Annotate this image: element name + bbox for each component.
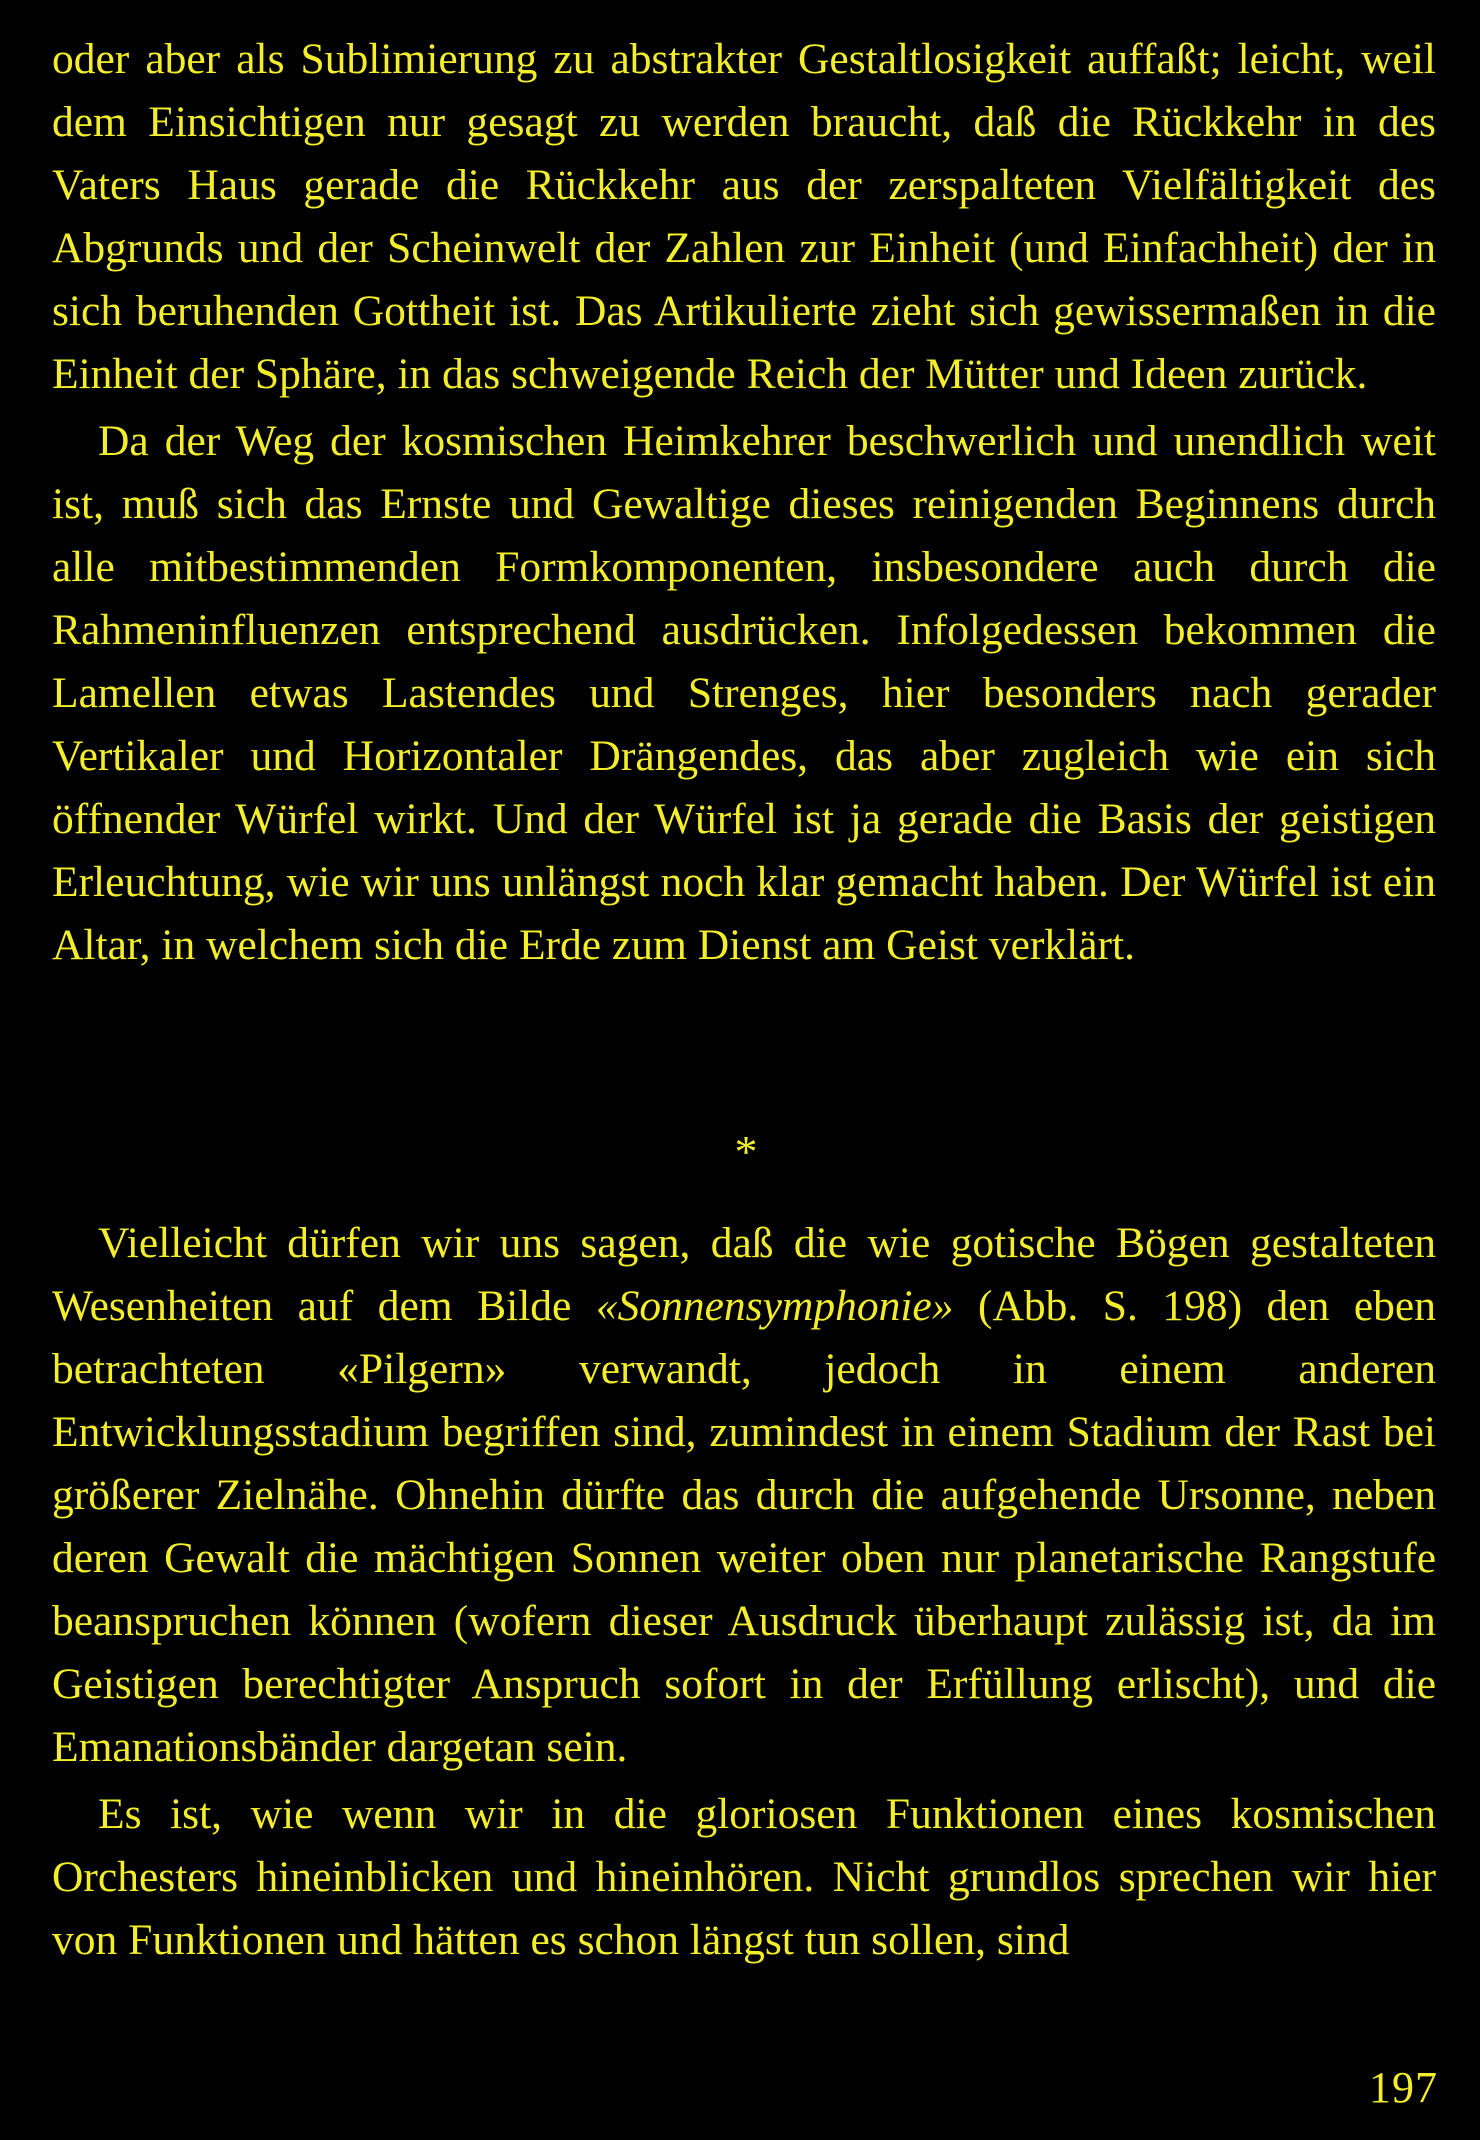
- page-number: 197: [1369, 2063, 1438, 2112]
- section-divider: [0, 1122, 1480, 1182]
- paragraph-2: Da der Weg der kosmischen Heimkehrer beschwerlich und unendlich weit ist, muß sich das Ernste und Gewaltige dieses reinigenden Beginnens durch alle mitbestimmenden Formkomponenten, insbesondere auch durch die Rahmeninfluenzen entsprechend ausdrücken. Infolgedessen bekommen die Lamellen etwas Lastendes und Strenges, hier besonders nach gerader Vertikaler und Horizontaler Drängendes, das aber zugleich wie ein sich öffnender Würfel wirkt. Und der Würfel ist ja gerade die Basis der geistigen Erleuchtung, wie wir uns unlängst noch klar gemacht haben. Der Würfel ist ein Altar, in welchem sich die Erde zum Dienst am Geist verklärt.: [52, 417, 1436, 969]
- paragraph-3-text-start: Vielleicht dürfen wir uns sagen, daß die wie gotische Bögen gestalteten Wesenheiten auf dem Bilde: [52, 1219, 1436, 1330]
- paragraph-4: Es ist, wie wenn wir in die gloriosen Funktionen eines kosmischen Orchesters hineinblicken und hineinhören. Nicht grundlos sprechen wir hier von Funktionen und hätten es schon längst tun sollen, sind: [52, 1790, 1436, 1964]
- asterisk-divider: *: [734, 1126, 758, 1177]
- text-section-bottom: [52, 1212, 1436, 1972]
- paragraph-3: [52, 1212, 1436, 1779]
- paragraph-1: oder aber als Sublimierung zu abstrakter Gestaltlosigkeit auffaßt; leicht, weil dem Einsichtigen nur gesagt zu werden braucht, daß die Rückkehr in des Vaters Haus gerade die Rückkehr aus der zerspalteten Vielfältigkeit des Abgrunds und der Scheinwelt der Zahlen zur Einheit (und Einfachheit) der in sich beruhenden Gottheit ist. Das Artikulierte zieht sich gewissermaßen in die Einheit der Sphäre, in das schweigende Reich der Mütter und Ideen zurück.: [52, 35, 1436, 398]
- text-section-top: [52, 28, 1436, 977]
- paragraph-3-text-end: (Abb. S. 198) den eben betrachteten «Pilgern» verwandt, jedoch in einem anderen Entwicklungsstadium begriffen sind, zumindest in einem Stadium der Rast bei größerer Zielnähe. Ohnehin dürfte das durch die aufgehende Ursonne, neben deren Gewalt die mächtigen Sonnen weiter oben nur planetarische Rangstufe beanspruchen können (wofern dieser Ausdruck überhaupt zulässig ist, da im Geistigen berechtigter Anspruch sofort in der Erfüllung erlischt), und die Emanationsbänder dargetan sein.: [52, 1282, 1436, 1771]
- artwork-title: «Sonnensymphonie»: [595, 1282, 954, 1330]
